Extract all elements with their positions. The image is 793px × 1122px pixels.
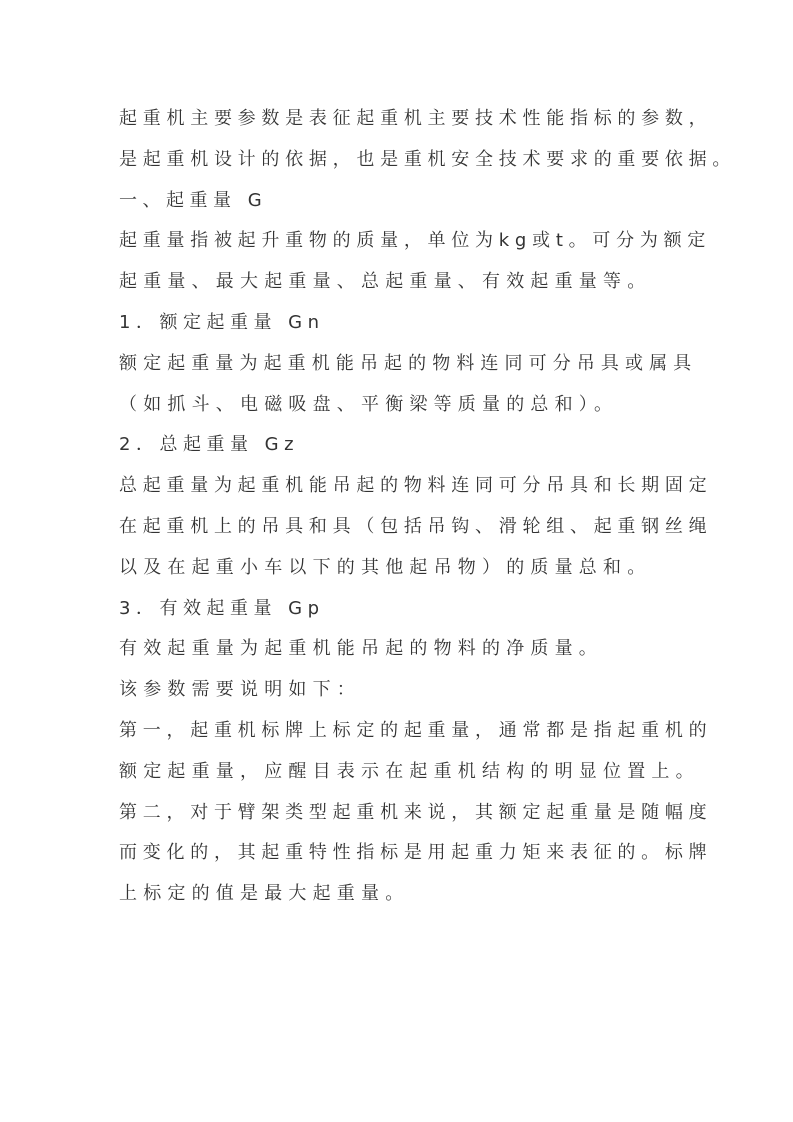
paragraph-line: 额定起重量，应醒目表示在起重机结构的明显位置上。 bbox=[119, 760, 700, 782]
paragraph-line: 上标定的值是最大起重量。 bbox=[119, 883, 410, 905]
subheading-total-capacity: 2．总起重量 Gz bbox=[119, 434, 300, 456]
paragraph-line: 有效起重量为起重机能吊起的物料的净质量。 bbox=[119, 638, 603, 660]
paragraph-line: 起 重 机 主 要 参 数 是 表 征 起 重 机 主 要 技 术 性 能 指 标 的 参 数 ， bbox=[119, 108, 707, 129]
document-page bbox=[119, 99, 731, 915]
paragraph-line: 起重量、最大起重量、总起重量、有效起重量等。 bbox=[119, 271, 652, 293]
paragraph-line: 第 一 ， 起 重 机 标 牌 上 标 定 的 起 重 量 ， 通 常 都 是 指 起 重 机 的 bbox=[119, 719, 707, 741]
subheading-rated-capacity: 1．额定起重量 Gn bbox=[119, 311, 325, 333]
paragraph-line: 以及在起重小车以下的其他起吊物）的质量总和。 bbox=[119, 556, 652, 578]
paragraph-line: （如抓斗、电磁吸盘、平衡梁等质量的总和）。 bbox=[119, 393, 619, 415]
paragraph-line: 起 重 量 指 被 起 升 重 物 的 质 量 ， 单 位 为 k g 或 t 。 可 分 为 额 定 bbox=[119, 230, 706, 252]
paragraph-line: 该参数需要说明如下： bbox=[119, 679, 361, 701]
paragraph-line: 总 起 重 量 为 起 重 机 能 吊 起 的 物 料 连 同 可 分 吊 具 和 长 期 固 定 bbox=[119, 475, 707, 497]
section-heading-lifting-capacity: 一、起重量 G bbox=[119, 189, 268, 211]
paragraph-line: 而 变 化 的 ， 其 起 重 特 性 指 标 是 用 起 重 力 矩 来 表 征 的 。 标 牌 bbox=[119, 842, 707, 864]
paragraph-line: 第 二 ， 对 于 臂 架 类 型 起 重 机 来 说 ， 其 额 定 起 重 量 是 随 幅 度 bbox=[119, 801, 707, 823]
paragraph-line: 是 起 重 机 设 计 的 依 据 ， 也 是 重 机 安 全 技 术 要 求 的 重 要 依 据 。 bbox=[119, 148, 731, 170]
paragraph-line: 在 起 重 机 上 的 吊 具 和 具 （ 包 括 吊 钩 、 滑 轮 组 、 起 重 钢 丝 绳 bbox=[119, 515, 707, 537]
paragraph-line: 额 定 起 重 量 为 起 重 机 能 吊 起 的 物 料 连 同 可 分 吊 具 或 属 具 bbox=[119, 352, 692, 374]
subheading-effective-capacity: 3．有效起重量 Gp bbox=[119, 597, 325, 619]
